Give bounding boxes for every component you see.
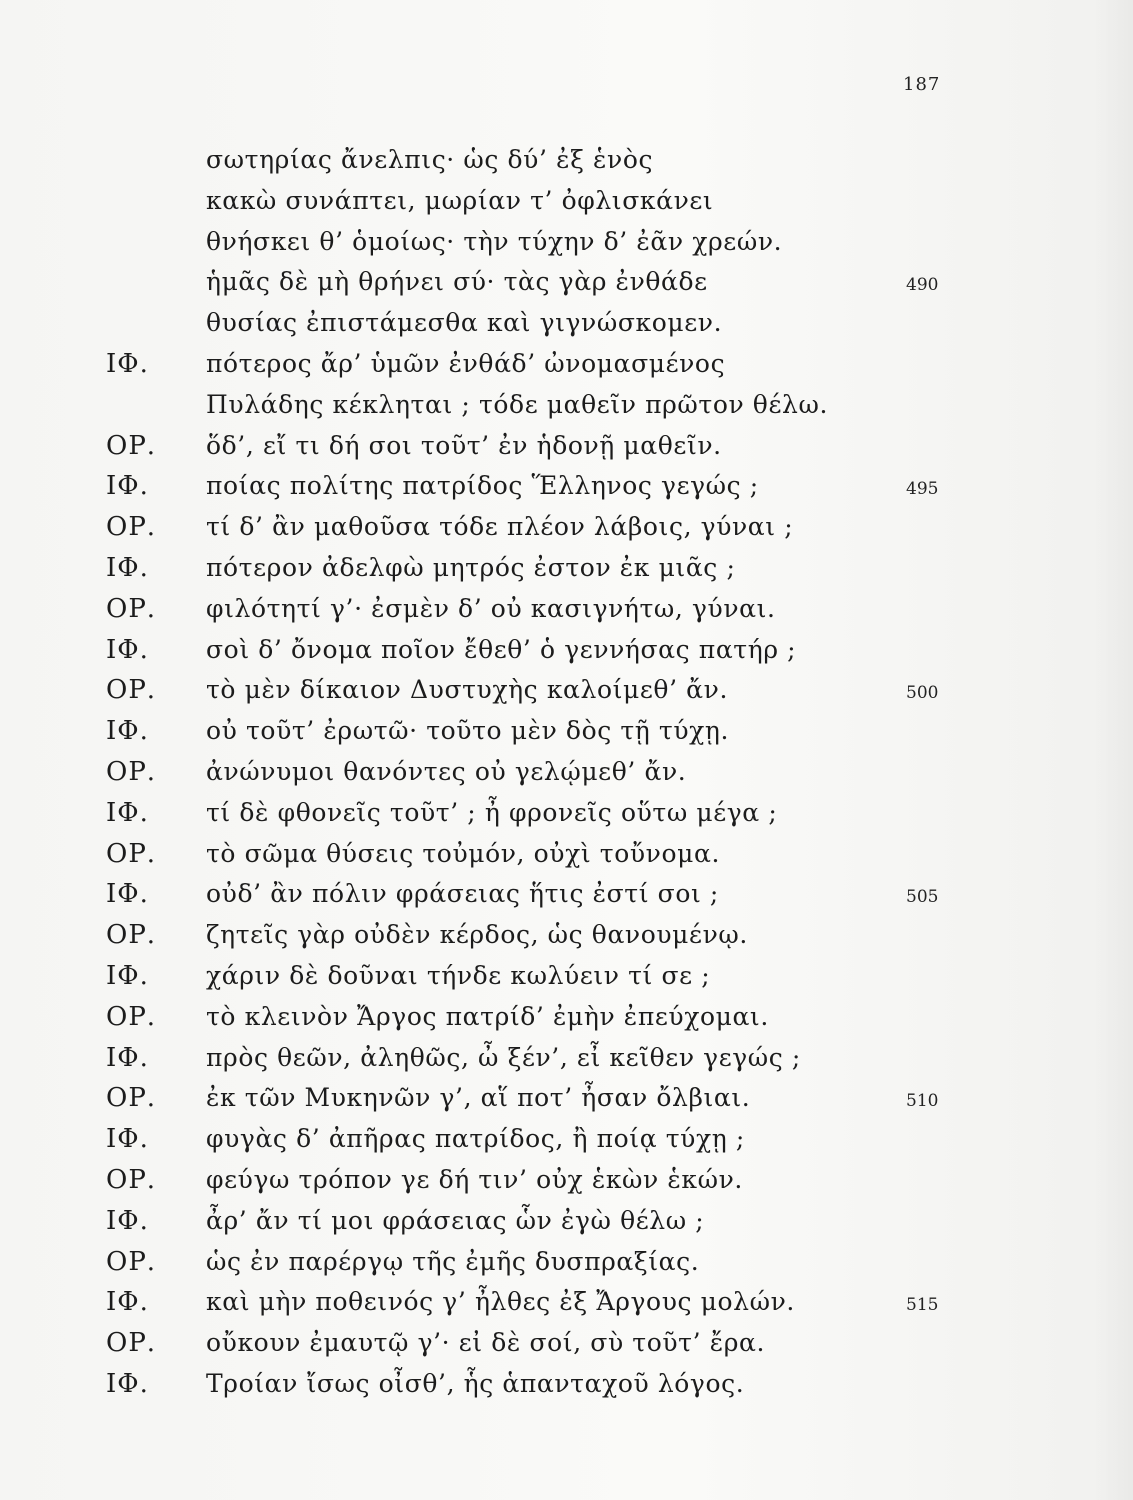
verse-text: χάριν δὲ δοῦναι τήνδε κωλύειν τί σε ; — [206, 960, 711, 990]
speaker-label: ΙΦ. — [106, 471, 149, 502]
verse-line — [0, 915, 1133, 956]
verse-line — [0, 222, 1133, 263]
verse-text: θνήσκει θ’ ὁμοίως· τὴν τύχην δ’ ἐᾶν χρεών. — [206, 226, 783, 256]
speaker-label: ΙΦ. — [106, 348, 149, 379]
line-number: 495 — [906, 479, 939, 500]
speaker-label: ΙΦ. — [106, 797, 149, 828]
verse-text: ὡς ἐν παρέργῳ τῆς ἐμῆς δυσπραξίας. — [206, 1246, 700, 1276]
speaker-label: ΟΡ. — [106, 1164, 157, 1195]
verse-line — [0, 303, 1133, 344]
verse-line — [0, 1364, 1133, 1405]
speaker-label: ΟΡ. — [106, 1083, 157, 1114]
verse-text: ἀνώνυμοι θανόντες οὐ γελῴμεθ’ ἄν. — [206, 756, 687, 786]
speaker-label: ΟΡ. — [106, 1001, 157, 1032]
verse-line — [0, 344, 1133, 385]
speaker-label: ΟΡ. — [106, 1328, 157, 1359]
verse-block — [0, 140, 1133, 1405]
verse-text: τὸ κλεινὸν Ἄργος πατρίδ’ ἐμὴν ἐπεύχομαι. — [206, 1001, 769, 1031]
verse-text: φιλότητί γ’· ἐσμὲν δ’ οὐ κασιγνήτω, γύναι. — [206, 593, 776, 623]
verse-line — [0, 670, 1133, 711]
verse-text: ζητεῖς γὰρ οὐδὲν κέρδος, ὡς θανουμένῳ. — [206, 920, 748, 950]
verse-text: φεύγω τρόπον γε δή τιν’ οὐχ ἑκὼν ἑκών. — [206, 1164, 743, 1194]
speaker-label: ΟΡ. — [106, 920, 157, 951]
verse-line — [0, 466, 1133, 507]
verse-text: ἡμᾶς δὲ μὴ θρήνει σύ· τὰς γὰρ ἐνθάδε — [206, 267, 708, 297]
verse-line — [0, 507, 1133, 548]
speaker-label: ΙΦ. — [106, 960, 149, 991]
speaker-label: ΙΦ. — [106, 1042, 149, 1073]
verse-text: Πυλάδης κέκληται ; τόδε μαθεῖν πρῶτον θέλω. — [206, 389, 828, 419]
verse-line — [0, 793, 1133, 834]
verse-text: τὸ σῶμα θύσεις τοὐμόν, οὐχὶ τοὔνομα. — [206, 838, 720, 868]
verse-line — [0, 426, 1133, 467]
speaker-label: ΟΡ. — [106, 430, 157, 461]
verse-text: σωτηρίας ἄνελπις· ὡς δύ’ ἐξ ἑνὸς — [206, 145, 654, 174]
verse-line — [0, 385, 1133, 426]
verse-text: καὶ μὴν ποθεινός γ’ ἦλθες ἐξ Ἄργους μολών. — [206, 1287, 795, 1317]
verse-line — [0, 1242, 1133, 1283]
verse-line — [0, 181, 1133, 222]
verse-line — [0, 140, 1133, 181]
verse-line — [0, 1119, 1133, 1160]
verse-line — [0, 874, 1133, 915]
verse-text: ὅδ’, εἴ τι δή σοι τοῦτ’ ἐν ἡδονῇ μαθεῖν. — [206, 430, 722, 460]
verse-text: φυγὰς δ’ ἀπῆρας πατρίδος, ἢ ποίᾳ τύχῃ ; — [206, 1124, 745, 1154]
verse-line — [0, 630, 1133, 671]
verse-line — [0, 956, 1133, 997]
verse-text: ἐκ τῶν Μυκηνῶν γ’, αἵ ποτ’ ἦσαν ὄλβιαι. — [206, 1083, 751, 1113]
verse-line — [0, 1160, 1133, 1201]
verse-text: οὐδ’ ἂν πόλιν φράσειας ἥτις ἐστί σοι ; — [206, 879, 719, 909]
speaker-label: ΙΦ. — [106, 552, 149, 583]
speaker-label: ΟΡ. — [106, 756, 157, 787]
verse-line — [0, 262, 1133, 303]
speaker-label: ΙΦ. — [106, 1205, 149, 1236]
verse-text: ἆρ’ ἄν τί μοι φράσειας ὧν ἐγὼ θέλω ; — [206, 1205, 705, 1235]
verse-text: κακὼ συνάπτει, μωρίαν τ’ ὀφλισκάνει — [206, 185, 714, 215]
verse-text: πρὸς θεῶν, ἀληθῶς, ὦ ξέν’, εἶ κεῖθεν γεγώς ; — [206, 1042, 801, 1072]
verse-line — [0, 997, 1133, 1038]
verse-line — [0, 1282, 1133, 1323]
line-number: 515 — [906, 1295, 939, 1316]
speaker-label: ΟΡ. — [106, 1246, 157, 1277]
page-number: 187 — [903, 74, 941, 95]
speaker-label: ΟΡ. — [106, 593, 157, 624]
verse-text: σοὶ δ’ ὄνομα ποῖον ἔθεθ’ ὁ γεννήσας πατήρ ; — [206, 634, 797, 664]
verse-line — [0, 1038, 1133, 1079]
verse-text: τί δὲ φθονεῖς τοῦτ’ ; ἦ φρονεῖς οὕτω μέγα ; — [206, 797, 778, 827]
speaker-label: ΙΦ. — [106, 634, 149, 665]
line-number: 510 — [906, 1091, 939, 1112]
verse-text: πότερος ἄρ’ ὑμῶν ἐνθάδ’ ὠνομασμένος — [206, 348, 726, 378]
verse-line — [0, 834, 1133, 875]
verse-line — [0, 1201, 1133, 1242]
verse-text: πότερον ἀδελφὼ μητρός ἐστον ἐκ μιᾶς ; — [206, 552, 736, 582]
speaker-label: ΙΦ. — [106, 1124, 149, 1155]
verse-text: Τροίαν ἴσως οἶσθ’, ἧς ἁπανταχοῦ λόγος. — [206, 1368, 745, 1398]
verse-text: ποίας πολίτης πατρίδος Ἕλληνος γεγώς ; — [206, 471, 759, 501]
verse-line — [0, 589, 1133, 630]
verse-text: οὔκουν ἐμαυτῷ γ’· εἰ δὲ σοί, σὺ τοῦτ’ ἔρα. — [206, 1328, 766, 1358]
verse-line — [0, 548, 1133, 589]
speaker-label: ΙΦ. — [106, 1368, 149, 1399]
speaker-label: ΙΦ. — [106, 879, 149, 910]
line-number: 490 — [906, 275, 939, 296]
verse-line — [0, 752, 1133, 793]
verse-text: οὐ τοῦτ’ ἐρωτῶ· τοῦτο μὲν δὸς τῇ τύχῃ. — [206, 716, 730, 746]
speaker-label: ΙΦ. — [106, 1287, 149, 1318]
verse-line — [0, 1078, 1133, 1119]
speaker-label: ΟΡ. — [106, 675, 157, 706]
verse-text: θυσίας ἐπιστάμεσθα καὶ γιγνώσκομεν. — [206, 308, 723, 338]
verse-text: τί δ’ ἂν μαθοῦσα τόδε πλέον λάβοις, γύναι ; — [206, 512, 794, 542]
line-number: 500 — [906, 683, 939, 704]
verse-line — [0, 711, 1133, 752]
speaker-label: ΟΡ. — [106, 838, 157, 869]
speaker-label: ΟΡ. — [106, 512, 157, 543]
speaker-label: ΙΦ. — [106, 716, 149, 747]
line-number: 505 — [906, 887, 939, 908]
verse-line — [0, 1323, 1133, 1364]
verse-text: τὸ μὲν δίκαιον Δυστυχὴς καλοίμεθ’ ἄν. — [206, 675, 728, 705]
